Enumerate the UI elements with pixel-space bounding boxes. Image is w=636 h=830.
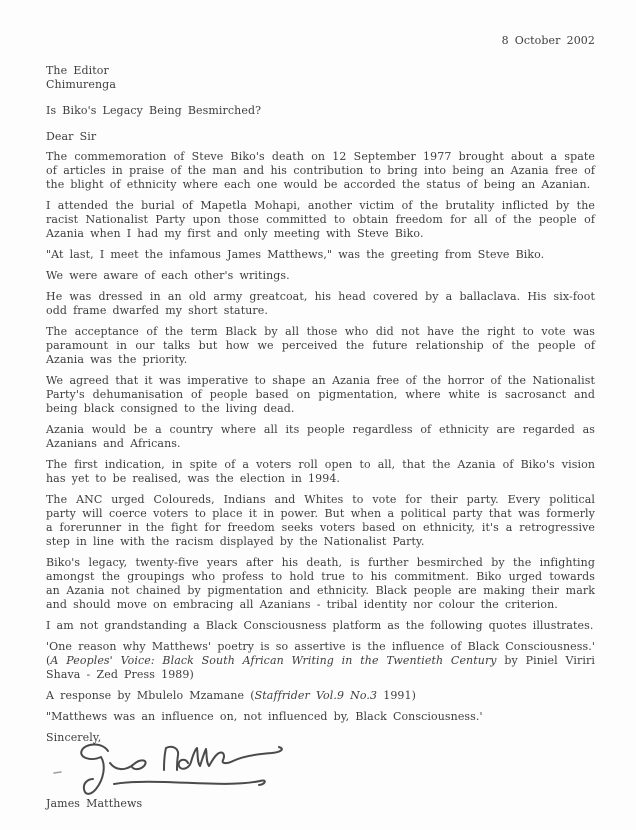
letter-paragraph: I attended the burial of Mapetla Mohapi, another victim of the brutality inflicted by the racist Nationalist Party upon those committed to obtain freedom for all of the people of Azania when I had my first and only meeting with Steve Biko. xyxy=(46,199,595,240)
letter-paragraph: Biko's legacy, twenty-five years after his death, is further besmirched by the infighting amongst the groupings who profess to hold true to his commitment. Biko urged towards an Azania not chained by pigmentation and ethnicity. Black people are making their mark and should move on embracing all Azanians - tribal identity nor colour the criterion. xyxy=(46,556,595,611)
closing-sincerely: Sincerely, xyxy=(46,731,102,744)
letter-paragraph: The ANC urged Coloureds, Indians and Whites to vote for their party. Every political party will coerce voters to place it in power. But when a political party that was formerly a forerunner in the fight for freedom seeks voters based on ethnicity, it's a retrogressive step in line with the racism displayed by the Nationalist Party. xyxy=(46,493,595,548)
letter-paragraph: The first indication, in spite of a voters roll open to all, that the Azania of Biko's vision has yet to be realised, was the election in 1994. xyxy=(46,458,595,485)
quote-citation-post: by Piniel Viriri Shava - Zed Press 1989) xyxy=(46,654,595,681)
salutation: Dear Sir xyxy=(46,130,97,143)
recipient-line-2: Chimurenga xyxy=(46,78,116,91)
letter-paragraph: The commemoration of Steve Biko's death on 12 September 1977 brought about a spate of articles in praise of the man and his contribution to bring into being an Azania free of the blight of ethnicity where each one would be accorded the status of being an Azanian. xyxy=(46,150,595,191)
subject-line: Is Biko's Legacy Being Besmirched? xyxy=(46,104,262,117)
response-post: 1991) xyxy=(377,689,417,702)
letter-paragraph: "At last, I meet the infamous James Matthews," was the greeting from Steve Biko. xyxy=(46,248,545,261)
final-quote: "Matthews was an influence on, not influenced by, Black Consciousness.' xyxy=(46,710,483,723)
letter-paragraph: He was dressed in an old army greatcoat, his head covered by a ballaclava. His six-foot odd frame dwarfed my short stature. xyxy=(46,290,595,317)
letter-paragraph: The acceptance of the term Black by all those who did not have the right to vote was paramount in our talks but how we perceived the future relationship of the people of Azania was the priority. xyxy=(46,325,595,366)
response-line xyxy=(46,689,595,703)
letter-date: 8 October 2002 xyxy=(501,34,595,47)
letter-paragraph: We agreed that it was imperative to shape an Azania free of the horror of the Nationalist Party's dehumanisation of people based on pigmentation, where white is sacrosanct and being black consigned to the living dead. xyxy=(46,374,595,415)
letter-paragraph: I am not grandstanding a Black Consciousness platform as the following quotes illustrates. xyxy=(46,619,594,632)
signature-ink-icon xyxy=(52,737,312,801)
quote-citation-paragraph xyxy=(46,640,595,682)
letter-paragraph: Azania would be a country where all its people regardless of ethnicity are regarded as Azanians and Africans. xyxy=(46,423,595,450)
letter-paragraph: We were aware of each other's writings. xyxy=(46,269,290,282)
signer-name: James Matthews xyxy=(46,797,143,810)
signature-james-matthews xyxy=(52,741,595,795)
quote-citation-title: A Peoples' Voice: Black South African Writing in the Twentieth Century xyxy=(50,654,497,667)
response-pre: A response by Mbulelo Mzamane ( xyxy=(46,689,255,702)
recipient-block xyxy=(46,64,595,92)
quote-citation-pre: 'One reason why Matthews' poetry is so assertive is the influence of Black Consciousness.' ( xyxy=(46,640,595,667)
recipient-line-1: The Editor xyxy=(46,64,109,77)
response-journal: Staffrider Vol.9 No.3 xyxy=(254,689,378,702)
